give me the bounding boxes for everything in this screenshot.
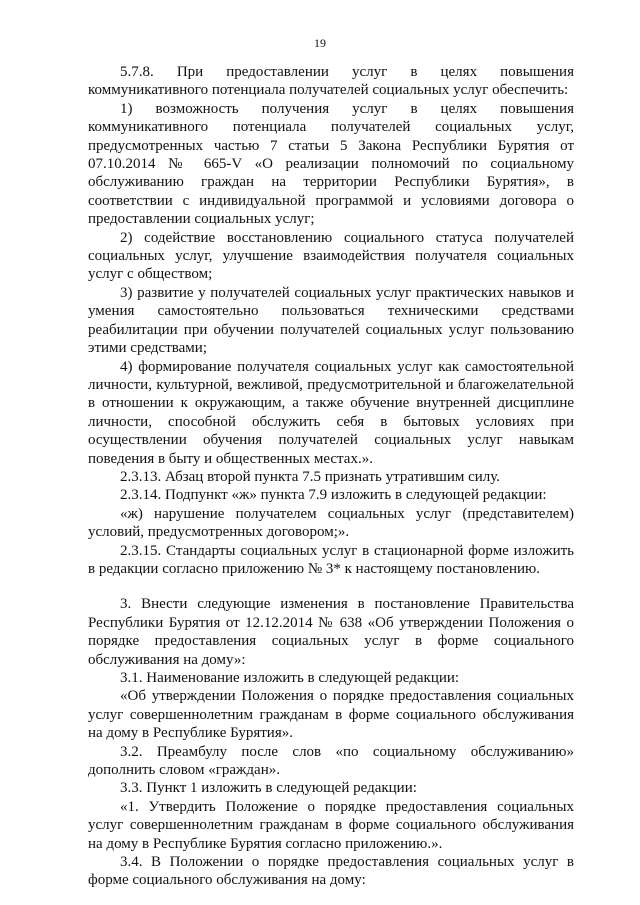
page-number: 19 [314, 36, 326, 50]
paragraph-item-1: 1) возможность получения услуг в целях повышения коммуникативного потенциала получателей социальных услуг, предусмотренных частью 7 статьи 5 Закона Республики Бурятия от 07.10.2014 № 665-V «О реализации полномочий по социальному обслуживанию граждан на территории Республики Бурятия», в соответствии с индивидуальной программой и условиями договора о предоставлении социальных услуг; [88, 100, 574, 228]
document-body [88, 63, 574, 890]
paragraph-new-item-1: «1. Утвердить Положение о порядке предоставления социальных услуг совершеннолетним гражданам в форме социального обслуживания на дому в Республике Бурятия согласно приложению.». [88, 798, 574, 852]
paragraph-2-3-13: 2.3.13. Абзац второй пункта 7.5 признать утратившим силу. [120, 468, 501, 485]
paragraph-3-1: 3.1. Наименование изложить в следующей редакции: [120, 670, 460, 686]
paragraph-3-3: 3.3. Пункт 1 изложить в следующей редакции: [120, 780, 417, 797]
paragraph-item-3: 3) развитие у получателей социальных услуг практических навыков и умения самостоятельно пользоваться техническими средствами реабилитации при обучении получателей социальных услуг пользованию этими средствами; [88, 284, 574, 357]
paragraph-3: 3. Внести следующие изменения в постановление Правительства Республики Бурятия от 12.12.2014 № 638 «Об утверждении Положения о порядке предоставления социальных услуг в форме социального обслуживания на дому»: [88, 596, 574, 668]
paragraph-3-4: 3.4. В Положении о порядке предоставления социальных услуг в форме социального обслуживания на дому: [88, 854, 574, 889]
paragraph-3-2: 3.2. Преамбулу после слов «по социальному обслуживанию» дополнить словом «граждан». [88, 743, 574, 779]
paragraph-new-title: «Об утверждении Положения о порядке предоставления социальных услуг совершеннолетним гражданам в форме социального обслуживания на дому в Республике Бурятия». [88, 688, 574, 742]
paragraph-subitem-zh: «ж) нарушение получателем социальных услуг (представителем) условий, предусмотренных договором;». [88, 505, 574, 541]
paragraph-item-2: 2) содействие восстановлению социального статуса получателей социальных услуг, улучшение взаимодействия получателя социальных услуг с обществом; [88, 229, 574, 283]
paragraph-item-4: 4) формирование получателя социальных услуг как самостоятельной личности, культурной, вежливой, предусмотрительной и благожелательной в отношении к окружающим, а также обучение внутренней дисциплине личности, способной обслужить себя в бытовых условиях при осуществлении обучения получателей социальных услуг навыкам поведения в быту и общественных местах.». [88, 358, 574, 467]
paragraph-2-3-15: 2.3.15. Стандарты социальных услуг в стационарной форме изложить в редакции согласно приложению № 3* к настоящему постановлению. [88, 542, 574, 577]
paragraph-5-7-8: 5.7.8. При предоставлении услуг в целях повышения коммуникативного потенциала получателей социальных услуг обеспечить: [88, 64, 574, 99]
paragraph-2-3-14: 2.3.14. Подпункт «ж» пункта 7.9 изложить в следующей редакции: [120, 487, 547, 504]
